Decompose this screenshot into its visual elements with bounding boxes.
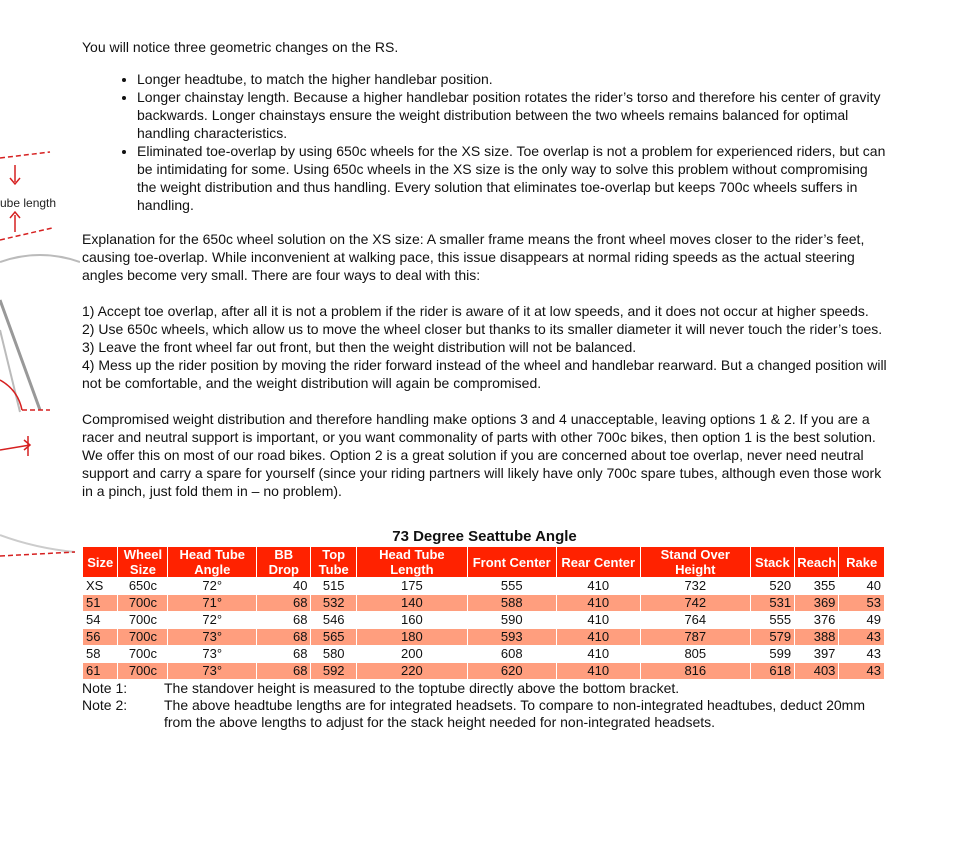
table-cell: 565 [311,629,356,646]
note-label: Note 2: [82,697,128,713]
option-1: 1) Accept toe overlap, after all it is not a problem if the rider is aware of it at low speeds, and it does not occur at higher speeds. [82,303,869,319]
list-item: • Longer headtube, to match the higher handlebar position. [137,70,887,88]
note-text: The above headtube lengths are for integrated headsets. To compare to non-integrated headtubes, deduct 20mm from the above lengths to adjust for the stack height needed for non-integrated headsets. [164,697,865,730]
table-cell: XS [83,578,118,595]
header-cell: BB Drop [257,547,311,578]
header-cell: Front Center [467,547,556,578]
table-cell: 579 [750,629,794,646]
table-title: 73 Degree Seattube Angle [392,528,577,545]
table-cell: 43 [839,663,885,680]
table-row [83,646,885,663]
table-cell: 54 [83,612,118,629]
table-cell: 532 [311,595,356,612]
table-cell: 200 [356,646,467,663]
table-cell: 355 [795,578,839,595]
table-row [83,629,885,646]
table-row [83,612,885,629]
table-cell: 700c [118,646,168,663]
option-2: 2) Use 650c wheels, which allow us to move the wheel closer but thanks to its smaller diameter it will never touch the rider’s toes. [82,321,883,337]
table-cell: 410 [556,612,640,629]
table-cell: 700c [118,629,168,646]
changes-list [82,70,887,214]
note-label: Note 1: [82,680,128,696]
table-cell: 68 [257,629,311,646]
header-cell: Wheel Size [118,547,168,578]
table-cell: 180 [356,629,467,646]
table-cell: 816 [640,663,750,680]
table-cell: 787 [640,629,750,646]
table-cell: 555 [467,578,556,595]
table-cell: 376 [795,612,839,629]
table-cell: 56 [83,629,118,646]
table-cell: 175 [356,578,467,595]
table-cell: 410 [556,595,640,612]
table-cell: 700c [118,595,168,612]
header-cell: Reach [795,547,839,578]
table-cell: 410 [556,663,640,680]
table-cell: 515 [311,578,356,595]
header-cell: Head Tube Angle [168,547,257,578]
header-cell: Stack [750,547,794,578]
table-cell: 61 [83,663,118,680]
table-cell: 68 [257,663,311,680]
table-cell: 742 [640,595,750,612]
table-cell: 71° [168,595,257,612]
geometry-table [82,546,885,680]
table-cell: 43 [839,646,885,663]
table-cell: 805 [640,646,750,663]
table-cell: 592 [311,663,356,680]
note-1 [82,680,887,697]
table-cell: 397 [795,646,839,663]
table-cell: 764 [640,612,750,629]
table-cell: 599 [750,646,794,663]
table-cell: 369 [795,595,839,612]
table-cell: 140 [356,595,467,612]
table-row [83,595,885,612]
table-cell: 73° [168,663,257,680]
table-cell: 531 [750,595,794,612]
table-cell: 555 [750,612,794,629]
table-cell: 410 [556,646,640,663]
header-cell: Rear Center [556,547,640,578]
table-cell: 650c [118,578,168,595]
table-cell: 410 [556,629,640,646]
intro-text: You will notice three geometric changes on the RS. [82,39,399,55]
table-row [83,578,885,595]
table-cell: 732 [640,578,750,595]
table-cell: 72° [168,612,257,629]
table-cell: 620 [467,663,556,680]
table-cell: 68 [257,595,311,612]
header-cell: Stand Over Height [640,547,750,578]
table-cell: 580 [311,646,356,663]
table-notes [82,680,887,731]
table-cell: 220 [356,663,467,680]
table-cell: 68 [257,612,311,629]
option-3: 3) Leave the front wheel far out front, but then the weight distribution will not be balanced. [82,339,637,355]
table-cell: 43 [839,629,885,646]
table-cell: 51 [83,595,118,612]
list-item: • Longer chainstay length. Because a higher handlebar position rotates the rider’s torso and therefore his center of gravity backwards. Longer chainstays ensure the weight distribution between the two wheels remains balanced for optimal handling characteristics. [137,88,887,142]
table-cell: 53 [839,595,885,612]
bike-geometry-diagram [0,0,80,600]
table-cell: 73° [168,646,257,663]
table-cell: 608 [467,646,556,663]
note-2 [82,697,887,731]
table-cell: 410 [556,578,640,595]
table-cell: 73° [168,629,257,646]
note-text: The standover height is measured to the toptube directly above the bottom bracket. [164,680,680,696]
table-cell: 388 [795,629,839,646]
table-cell: 618 [750,663,794,680]
article-body [82,38,887,731]
diagram-label: ube length [0,196,57,210]
table-cell: 700c [118,663,168,680]
table-cell: 58 [83,646,118,663]
table-cell: 588 [467,595,556,612]
header-cell: Top Tube [311,547,356,578]
option-4: 4) Mess up the rider position by moving the rider forward instead of the wheel and handlebar rearward. But a changed position will not be comfortable, and the weight distribution will again be compromised. [82,357,887,391]
explanation-paragraph: Explanation for the 650c wheel solution on the XS size: A smaller frame means the front wheel moves closer to the rider’s feet, causing toe-overlap. While inconvenient at walking pace, this issue disappears at normal riding speeds as the actual steering angles become very small. There are four ways to deal with this: [82,231,865,283]
table-cell: 68 [257,646,311,663]
conclusion-paragraph: Compromised weight distribution and therefore handling make options 3 and 4 unacceptable, leaving options 1 & 2. If you are a racer and neutral support is important, or you want commonality of parts with other 700c bikes, then option 1 is the best solution. We offer this on most of our road bikes. Option 2 is a great solution if you are concerned about toe overlap, never need neutral support and carry a spare for yourself (since your riding partners will likely have only 700c spare tubes, although even those work in a pinch, just fold them in – no problem). [82,411,882,499]
table-cell: 160 [356,612,467,629]
table-cell: 403 [795,663,839,680]
header-cell: Size [83,547,118,578]
header-cell: Head Tube Length [356,547,467,578]
table-cell: 49 [839,612,885,629]
table-cell: 700c [118,612,168,629]
table-cell: 72° [168,578,257,595]
table-cell: 40 [839,578,885,595]
table-cell: 40 [257,578,311,595]
list-item: • Eliminated toe-overlap by using 650c wheels for the XS size. Toe overlap is not a problem for experienced riders, but can be intimidating for some. Using 650c wheels in the XS size is the only way to solve this problem without compromising the weight distribution and thus handling. Every solution that eliminates toe-overlap but keeps 700c wheels suffers in handling. [137,142,887,214]
header-cell: Rake [839,547,885,578]
table-cell: 520 [750,578,794,595]
table-header-row [83,547,885,578]
table-cell: 590 [467,612,556,629]
table-row [83,663,885,680]
table-cell: 593 [467,629,556,646]
table-cell: 546 [311,612,356,629]
